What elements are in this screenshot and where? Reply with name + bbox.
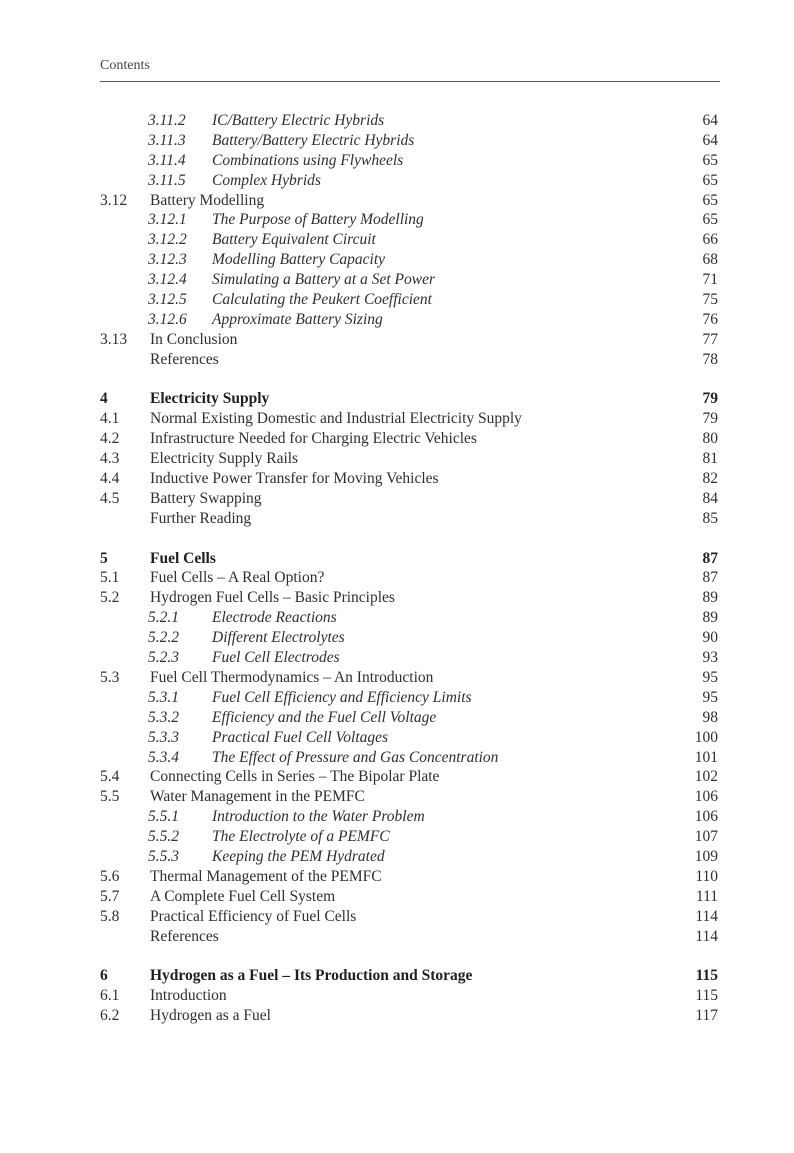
entry-page-number: 106 xyxy=(694,808,718,826)
toc-entry-sub[interactable] xyxy=(0,210,794,230)
entry-number: 5 xyxy=(100,549,108,567)
header-rule xyxy=(100,81,720,82)
entry-page-number: 76 xyxy=(702,310,718,328)
entry-page-number: 102 xyxy=(694,768,718,786)
spacer xyxy=(0,946,794,966)
entry-number: 4.3 xyxy=(100,450,120,468)
toc-entry-sub[interactable] xyxy=(0,628,794,648)
entry-page-number: 85 xyxy=(702,509,718,527)
entry-number: 5.1 xyxy=(100,569,120,587)
entry-title: Approximate Battery Sizing xyxy=(212,310,383,328)
entry-number: 5.7 xyxy=(100,887,120,905)
entry-title: References xyxy=(150,350,219,368)
entry-page-number: 75 xyxy=(702,291,718,309)
toc-entry-section[interactable] xyxy=(0,429,794,449)
toc-entry-sub[interactable] xyxy=(0,827,794,847)
entry-title: The Effect of Pressure and Gas Concentration xyxy=(212,748,499,766)
entry-page-number: 68 xyxy=(702,251,718,269)
entry-number: 5.3.2 xyxy=(148,708,179,726)
entry-number: 5.2.2 xyxy=(148,629,179,647)
entry-title: Practical Fuel Cell Voltages xyxy=(212,728,389,746)
entry-number: 3.12.3 xyxy=(148,251,187,269)
entry-title: Hydrogen as a Fuel xyxy=(150,1007,271,1025)
entry-title: In Conclusion xyxy=(150,330,238,348)
entry-number: 4.4 xyxy=(100,470,120,488)
entry-title: Simulating a Battery at a Set Power xyxy=(212,271,436,289)
toc-entry-section[interactable] xyxy=(0,449,794,469)
entry-page-number: 115 xyxy=(695,967,718,985)
entry-title: Fuel Cell Thermodynamics – An Introduction xyxy=(150,668,434,686)
toc-entry-sub[interactable] xyxy=(0,310,794,330)
entry-number: 5.3.4 xyxy=(148,748,179,766)
entry-number: 5.5.1 xyxy=(148,808,179,826)
entry-number: 5.2 xyxy=(100,589,120,607)
entry-title: Practical Efficiency of Fuel Cells xyxy=(150,907,357,925)
entry-number: 5.8 xyxy=(100,907,120,925)
entry-number: 3.12 xyxy=(100,191,128,209)
entry-page-number: 66 xyxy=(702,231,718,249)
entry-title: Complex Hybrids xyxy=(212,171,321,189)
entry-number: 5.2.1 xyxy=(148,609,179,627)
entry-page-number: 64 xyxy=(702,112,718,129)
entry-title: The Purpose of Battery Modelling xyxy=(212,211,424,229)
toc-entry-sub[interactable] xyxy=(0,847,794,867)
entry-page-number: 95 xyxy=(702,688,718,706)
spacer xyxy=(0,370,794,390)
entry-page-number: 87 xyxy=(702,569,718,587)
spacer xyxy=(0,529,794,549)
toc-entry-chapter[interactable] xyxy=(0,549,794,569)
entry-number: 3.11.3 xyxy=(148,131,186,149)
toc-entry-section[interactable] xyxy=(0,907,794,927)
entry-page-number: 65 xyxy=(702,151,718,169)
entry-number: 3.12.2 xyxy=(148,231,187,249)
entry-page-number: 78 xyxy=(702,350,718,368)
entry-number: 3.11.5 xyxy=(148,171,186,189)
entry-title: Battery Equivalent Circuit xyxy=(212,231,376,249)
entry-number: 6 xyxy=(100,967,108,985)
toc-entry-section[interactable] xyxy=(0,887,794,907)
toc-entry-chapter[interactable] xyxy=(0,966,794,986)
entry-title: Inductive Power Transfer for Moving Vehicles xyxy=(150,470,439,488)
entry-title: A Complete Fuel Cell System xyxy=(150,887,336,905)
table-of-contents xyxy=(0,111,794,1026)
entry-page-number: 111 xyxy=(695,887,718,905)
entry-number: 5.3.3 xyxy=(148,728,179,746)
toc-entry-sub[interactable] xyxy=(0,648,794,668)
entry-page-number: 109 xyxy=(694,847,718,865)
entry-page-number: 101 xyxy=(694,748,718,766)
entry-title: Modelling Battery Capacity xyxy=(212,251,386,269)
entry-title: Fuel Cells – A Real Option? xyxy=(150,569,325,587)
entry-title: References xyxy=(150,927,219,945)
entry-title: IC/Battery Electric Hybrids xyxy=(212,112,385,129)
entry-page-number: 100 xyxy=(694,728,718,746)
entry-page-number: 114 xyxy=(695,907,718,925)
entry-page-number: 89 xyxy=(702,609,718,627)
toc-entry-section[interactable] xyxy=(0,489,794,509)
entry-page-number: 77 xyxy=(702,330,718,348)
entry-number: 5.4 xyxy=(100,768,120,786)
entry-number: 5.2.3 xyxy=(148,649,179,667)
entry-title: Introduction xyxy=(150,987,227,1005)
entry-title: Introduction to the Water Problem xyxy=(212,808,425,826)
toc-entry-chapter[interactable] xyxy=(0,389,794,409)
entry-title: Thermal Management of the PEMFC xyxy=(150,867,382,885)
entry-title: Battery/Battery Electric Hybrids xyxy=(212,131,415,149)
toc-entry-section[interactable] xyxy=(0,986,794,1006)
entry-number: 5.5.2 xyxy=(148,828,179,846)
entry-page-number: 79 xyxy=(702,390,718,408)
entry-number: 3.12.5 xyxy=(148,291,187,309)
entry-title: Hydrogen as a Fuel – Its Production and Storage xyxy=(150,967,473,985)
entry-page-number: 114 xyxy=(695,927,718,945)
entry-title: Hydrogen Fuel Cells – Basic Principles xyxy=(150,589,395,607)
toc-entry-sub[interactable] xyxy=(0,708,794,728)
entry-number: 3.12.1 xyxy=(148,211,187,229)
entry-page-number: 81 xyxy=(702,450,718,468)
entry-title: The Electrolyte of a PEMFC xyxy=(212,828,390,846)
entry-number: 5.3.1 xyxy=(148,688,179,706)
entry-number: 6.1 xyxy=(100,987,120,1005)
toc-entry-section[interactable] xyxy=(0,588,794,608)
entry-page-number: 65 xyxy=(702,171,718,189)
entry-title: Battery Modelling xyxy=(150,191,265,209)
toc-entry-section[interactable] xyxy=(0,867,794,887)
toc-entry-section[interactable] xyxy=(0,409,794,429)
toc-entry-section[interactable] xyxy=(0,787,794,807)
running-header: Contents xyxy=(100,58,150,73)
entry-page-number: 80 xyxy=(702,430,718,448)
entry-page-number: 107 xyxy=(694,828,718,846)
entry-number: 4.5 xyxy=(100,489,120,507)
toc-entry-sub[interactable] xyxy=(0,230,794,250)
entry-page-number: 106 xyxy=(694,788,718,806)
entry-title: Fuel Cell Electrodes xyxy=(212,649,340,667)
entry-title: Efficiency and the Fuel Cell Voltage xyxy=(212,708,437,726)
toc-entry-sub[interactable] xyxy=(0,111,794,131)
entry-title: Keeping the PEM Hydrated xyxy=(212,847,385,865)
entry-number: 5.6 xyxy=(100,867,120,885)
entry-page-number: 64 xyxy=(702,131,718,149)
toc-entry-sub[interactable] xyxy=(0,250,794,270)
toc-entry-sub[interactable] xyxy=(0,131,794,151)
entry-number: 3.11.4 xyxy=(148,151,186,169)
entry-number: 3.12.4 xyxy=(148,271,187,289)
entry-number: 6.2 xyxy=(100,1007,120,1025)
entry-number: 3.13 xyxy=(100,330,128,348)
toc-entry-section[interactable] xyxy=(0,767,794,787)
toc-entry-section[interactable] xyxy=(0,350,794,370)
toc-entry-sub[interactable] xyxy=(0,171,794,191)
entry-number: 5.3 xyxy=(100,668,120,686)
toc-entry-section[interactable] xyxy=(0,330,794,350)
entry-title: Water Management in the PEMFC xyxy=(150,788,365,806)
entry-title: Electricity Supply xyxy=(150,390,270,408)
entry-number: 3.12.6 xyxy=(148,310,187,328)
toc-entry-sub[interactable] xyxy=(0,290,794,310)
entry-title: Combinations using Flywheels xyxy=(212,151,404,169)
entry-title: Different Electrolytes xyxy=(212,629,345,647)
toc-entry-sub[interactable] xyxy=(0,270,794,290)
entry-title: Electricity Supply Rails xyxy=(150,450,299,468)
entry-page-number: 117 xyxy=(695,1007,718,1025)
entry-page-number: 95 xyxy=(702,668,718,686)
toc-entry-section[interactable] xyxy=(0,191,794,211)
entry-page-number: 71 xyxy=(702,271,718,289)
entry-title: Calculating the Peukert Coefficient xyxy=(212,291,432,309)
entry-page-number: 90 xyxy=(702,629,718,647)
toc-entry-sub[interactable] xyxy=(0,748,794,768)
toc-entry-sub[interactable] xyxy=(0,688,794,708)
entry-page-number: 89 xyxy=(702,589,718,607)
toc-entry-sub[interactable] xyxy=(0,728,794,748)
toc-entry-sub[interactable] xyxy=(0,608,794,628)
toc-entry-section[interactable] xyxy=(0,1006,794,1026)
entry-number: 4.1 xyxy=(100,410,120,428)
toc-entry-section[interactable] xyxy=(0,509,794,529)
toc-entry-section[interactable] xyxy=(0,668,794,688)
entry-title: Normal Existing Domestic and Industrial Electricity Supply xyxy=(150,410,522,428)
toc-entry-section[interactable] xyxy=(0,469,794,489)
entry-page-number: 115 xyxy=(695,987,718,1005)
entry-title: Battery Swapping xyxy=(150,489,262,507)
toc-entry-sub[interactable] xyxy=(0,807,794,827)
toc-entry-sub[interactable] xyxy=(0,151,794,171)
entry-number: 5.5 xyxy=(100,788,120,806)
entry-title: Infrastructure Needed for Charging Electric Vehicles xyxy=(150,430,477,448)
entry-page-number: 82 xyxy=(702,470,718,488)
entry-page-number: 110 xyxy=(695,867,718,885)
entry-page-number: 87 xyxy=(702,549,718,567)
entry-title: Connecting Cells in Series – The Bipolar Plate xyxy=(150,768,440,786)
entry-number: 5.5.3 xyxy=(148,847,179,865)
entry-title: Electrode Reactions xyxy=(212,609,337,627)
entry-number: 3.11.2 xyxy=(148,112,186,129)
entry-title: Further Reading xyxy=(150,509,252,527)
entry-page-number: 93 xyxy=(702,649,718,667)
entry-title: Fuel Cells xyxy=(150,549,216,567)
entry-page-number: 65 xyxy=(702,191,718,209)
entry-number: 4 xyxy=(100,390,108,408)
toc-entry-section[interactable] xyxy=(0,927,794,947)
toc-entry-section[interactable] xyxy=(0,568,794,588)
entry-title: Fuel Cell Efficiency and Efficiency Limits xyxy=(212,688,472,706)
entry-page-number: 79 xyxy=(702,410,718,428)
entry-page-number: 84 xyxy=(702,489,718,507)
entry-page-number: 65 xyxy=(702,211,718,229)
entry-number: 4.2 xyxy=(100,430,120,448)
entry-page-number: 98 xyxy=(702,708,718,726)
